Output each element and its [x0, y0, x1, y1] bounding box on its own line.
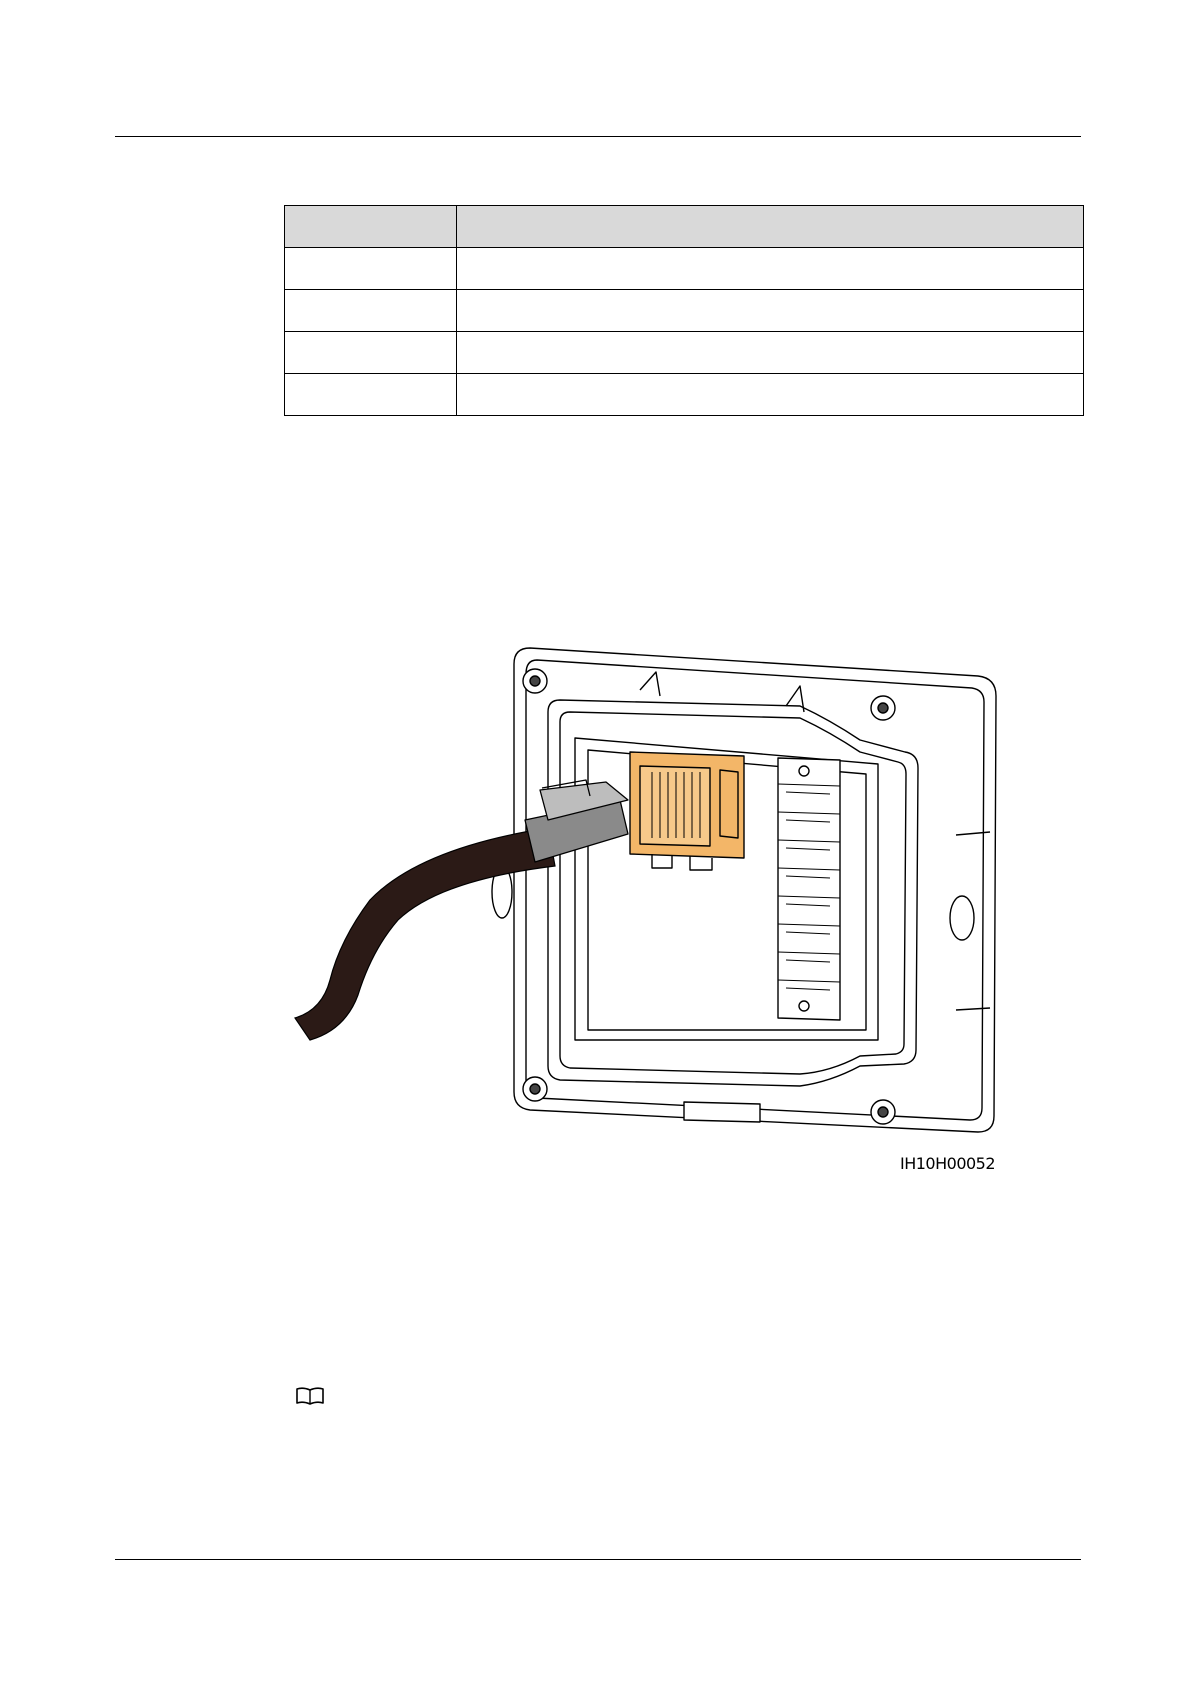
table-cell — [285, 374, 457, 416]
spec-table — [284, 205, 1084, 416]
table-cell — [285, 332, 457, 374]
table-cell — [457, 332, 1084, 374]
figure-id-label: IH10H00052 — [900, 1154, 996, 1173]
table-header-cell — [457, 206, 1084, 248]
table-row — [285, 332, 1084, 374]
table-header-cell — [285, 206, 457, 248]
header-rule — [115, 136, 1081, 137]
rj45-connection-illustration — [280, 640, 1010, 1180]
footer-rule — [115, 1559, 1081, 1560]
table-cell — [457, 248, 1084, 290]
table-cell — [457, 290, 1084, 332]
table-cell — [285, 290, 457, 332]
table-cell — [285, 248, 457, 290]
table-header-row — [285, 206, 1084, 248]
table-row — [285, 248, 1084, 290]
table-row — [285, 374, 1084, 416]
book-note-icon — [295, 1386, 325, 1406]
table-cell — [457, 374, 1084, 416]
table-row — [285, 290, 1084, 332]
